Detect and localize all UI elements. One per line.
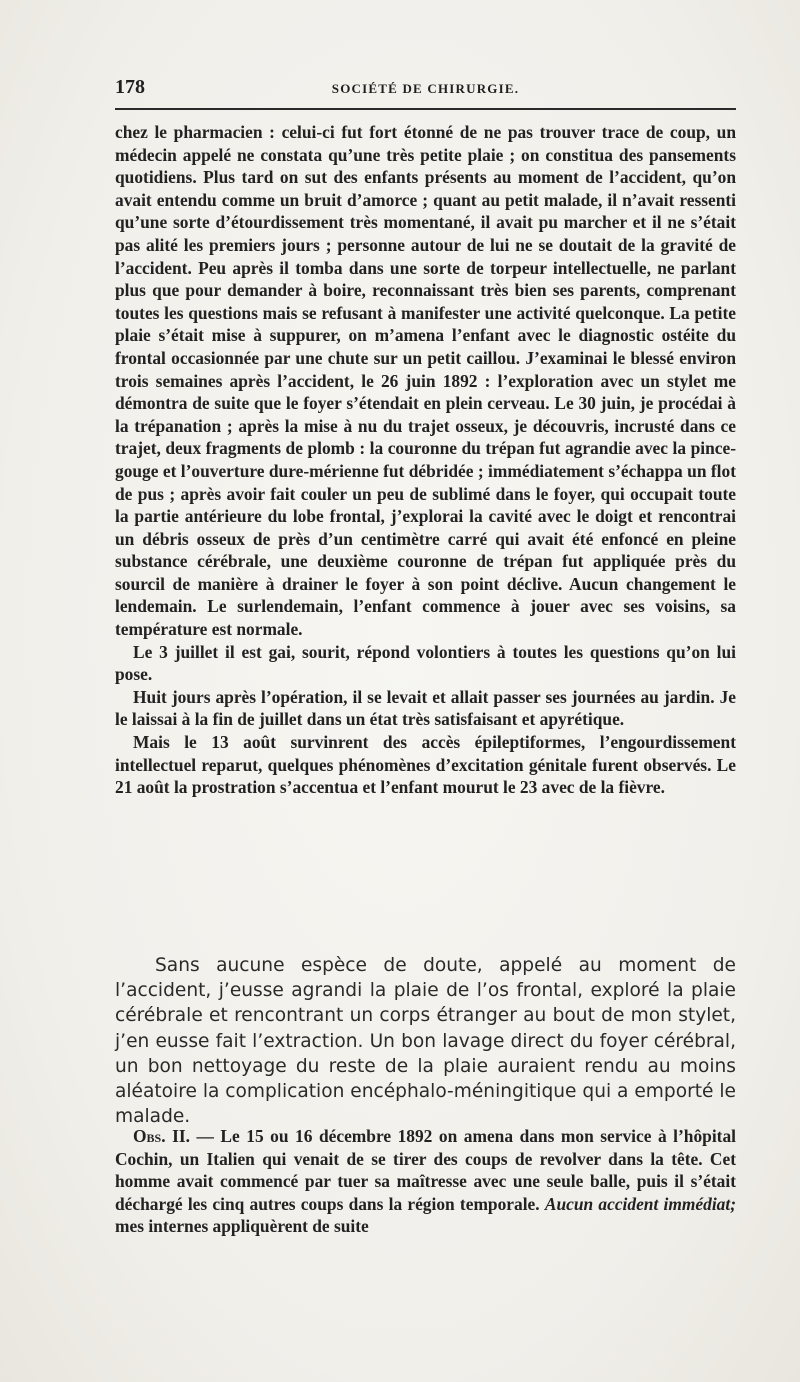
paragraph-august: Mais le 13 août survinrent des accès épileptiformes, l’engourdissement intellectuel reparut, quelques phénomènes d’excitation génitale furent observés. Le 21 août la prostration s’accentua et l’enfant mourut le 23 avec de la fièvre.: [115, 732, 736, 798]
header-rule: [115, 108, 736, 110]
paragraph-eight-days: Huit jours après l’opération, il se levait et allait passer ses journées au jardin. Je le laissai à la fin de juillet dans un état très satisfaisant et apyrétique.: [115, 686, 736, 730]
commentary-block: [115, 953, 736, 1129]
paragraph-july-3: Le 3 juillet il est gai, sourit, répond volontiers à toutes les questions qu’on lui pose.: [115, 641, 736, 685]
main-text: [115, 121, 736, 799]
paragraph-case-history: chez le pharmacien : celui-ci fut fort étonné de ne pas trouver trace de coup, un médecin appelé ne constata qu’une très petite plaie ; on constitua des pansements quotidiens. Plus tard on sut des enfants présents au moment de l’accident, qu’on avait entendu comme un bruit d’amorce ; quant au petit malade, il n’avait ressenti qu’une sorte d’étourdissement très momentané, il avait pu marcher et il ne s’était pas alité les premiers jours ; personne autour de lui ne se doutait de la gravité de l’accident. Peu après il tomba dans une sorte de torpeur intellectuelle, ne parlant plus que pour demander à boire, reconnaissant très bien ses parents, comprenant toutes les questions mais se refusant à manifester une activité quelconque. La petite plaie s’était mise à suppurer, on m’amena l’enfant avec le diagnostic ostéite du frontal occasionnée par une chute sur un petit caillou. J’examinai le blessé environ trois semaines après l’accident, le 26 juin 1892 : l’exploration avec un stylet me démontra de suite que le foyer s’étendait en plein cerveau. Le 30 juin, je procédai à la trépanation ; après la mise à nu du trajet osseux, je découvris, incrusté dans ce trajet, deux fragments de plomb : la couronne du trépan fut agrandie avec la pince-gouge et l’ouverture dure-mérienne fut débridée ; immédiatement s’échappa un flot de pus ; après avoir fait couler un peu de sublimé dans le foyer, qui occupait toute la partie antérieure du lobe frontal, j’explorai la cavité avec le doigt et rencontrai un débris osseux de près d’un centimètre carré qui avait été enfoncé en pleine substance cérébrale, une deuxième couronne de trépan fut appliquée près du sourcil de manière à drainer le foyer à son point déclive. Aucun changement le lendemain. Le surlendemain, l’enfant commence à jouer avec ses voisins, sa température est normale.: [115, 122, 736, 640]
running-title: SOCIÉTÉ DE CHIRURGIE.: [331, 81, 520, 96]
observation-block: [115, 1125, 736, 1238]
observation-text-end: mes internes appliquèrent de suite: [115, 1216, 369, 1237]
observation-italic: Aucun accident immédiat;: [544, 1193, 736, 1214]
observation-text: — Le 15 ou 16 décembre 1892 on amena dans mon service à l’hôpital Cochin, un Italien qui venait de se tirer des coups de revolver dans la tête. Cet homme avait commencé par tuer sa maîtresse avec une seule balle, puis il s’était déchargé les cinq autres coups dans la région temporale.: [115, 1126, 736, 1214]
observation-paragraph: [115, 1125, 736, 1238]
observation-label: Obs. II.: [133, 1126, 190, 1146]
page-number: 178: [115, 76, 145, 98]
page-header: [115, 76, 736, 102]
commentary-paragraph: Sans aucune espèce de doute, appelé au moment de l’accident, j’eusse agrandi la plaie de l’os frontal, exploré la plaie cérébrale et rencontrant un corps étranger au bout de mon stylet, j’en eusse fait l’extraction. Un bon lavage direct du foyer cérébral, un bon nettoyage du reste de la plaie auraient rendu au moins aléatoire la complication encéphalo-méningitique qui a emporté le malade.: [115, 955, 736, 1128]
